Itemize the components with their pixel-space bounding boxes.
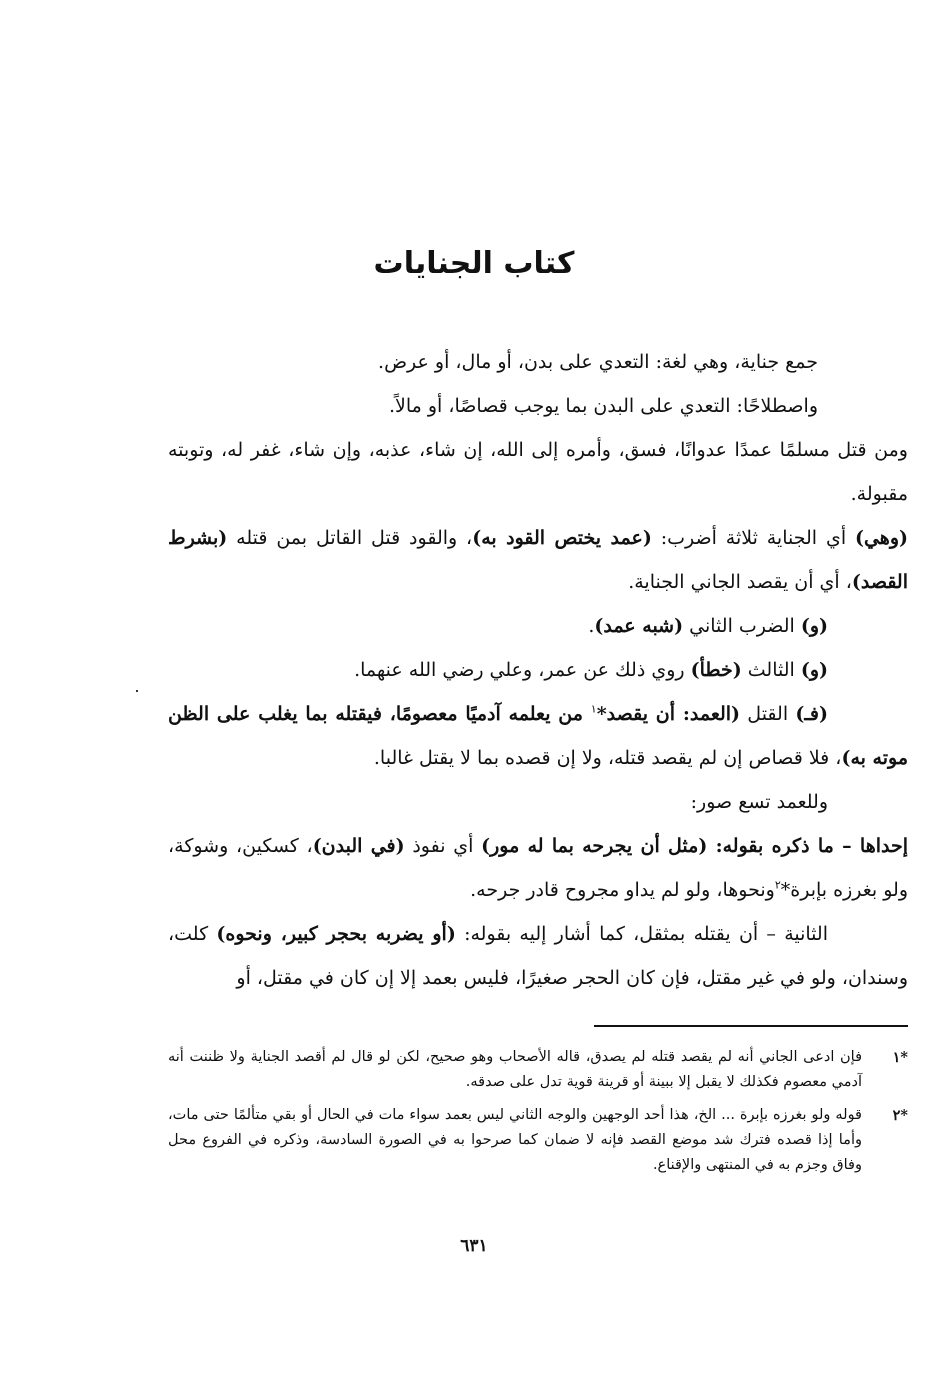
- paragraph-third-type: [168, 648, 908, 692]
- paragraph-types: [168, 516, 908, 604]
- text-run: .: [588, 615, 595, 637]
- main-text: [168, 340, 908, 1000]
- footnote: [168, 1103, 908, 1178]
- bold-term: من يعلمه آدميًا معصومًا، فيقتله بما يغلب على الظن موته به): [168, 703, 908, 769]
- bold-term: (فـ): [795, 703, 828, 725]
- text-run: أي الجناية ثلاثة أضرب:: [651, 527, 855, 549]
- paragraph-second-type: [168, 604, 908, 648]
- bold-term: إحداها – ما ذكره بقوله: (مثل أن يجرحه بما له مور): [481, 835, 909, 857]
- footnotes: [168, 1045, 908, 1186]
- bold-term: (العمد: أن يقصد*: [596, 703, 741, 725]
- footnote-number: *١: [892, 1049, 908, 1066]
- bold-term: (و): [800, 615, 828, 637]
- page-number: ٦٣١: [460, 1236, 488, 1256]
- bold-term: (أو يضربه بحجر كبير، ونحوه): [216, 923, 456, 945]
- footnote: [168, 1045, 908, 1095]
- footnote-ref: ٢: [774, 878, 781, 892]
- footnote-ref: ١: [590, 702, 597, 716]
- paragraph-intentional-definition: [168, 692, 908, 780]
- text-run: أي نفوذ: [404, 835, 482, 857]
- paragraph-nine-forms: وللعمد تسع صور:: [690, 791, 828, 813]
- text-run: ونحوها، ولو لم يداو مجروح قادر جرحه.: [470, 879, 775, 901]
- paragraph-form-one: [168, 824, 908, 912]
- paragraph-definition-technical: واصطلاحًا: التعدي على البدن بما يوجب قصاصًا، أو مالاً.: [388, 395, 818, 417]
- paragraph-form-two: [168, 912, 908, 1000]
- footnote-separator: [594, 1025, 908, 1027]
- bold-term: (وهي): [854, 527, 908, 549]
- text-run: ، أي أن يقصد الجاني الجناية.: [628, 571, 852, 593]
- margin-mark: [136, 690, 138, 692]
- paragraph-definition-linguistic: جمع جناية، وهي لغة: التعدي على بدن، أو مال، أو عرض.: [378, 351, 818, 373]
- text-run: كلت، وسندان، ولو في غير مقتل، فإن كان الحجر صغيرًا، فليس بعمد إلا إن كان في مقتل، أو: [168, 923, 908, 989]
- footnote-text: قوله ولو بغرزه بإبرة ... الخ، هذا أحد الوجهين والوجه الثاني ليس بعمد سواء مات في الحال أو بقي متألمًا حتى مات، وأما إذا قصده فترك شد موضع القصد فإنه لا ضمان كما صرحوا به في الصورة السادسة، وذكره في الفروع محل وفاق وجزم به في المنتهى والإقناع.: [168, 1107, 862, 1173]
- bold-term: (بشرط القصد): [168, 527, 908, 593]
- bold-term: (شبه عمد): [594, 615, 684, 637]
- bold-term: (و): [800, 659, 828, 681]
- chapter-title: كتاب الجنايات: [373, 246, 575, 281]
- bold-term: (في البدن): [312, 835, 405, 857]
- paragraph-ruling: ومن قتل مسلمًا عمدًا عدوانًا، فسق، وأمره إلى الله، إن شاء، عذبه، وإن شاء، غفر له، وتوبته مقبولة.: [168, 439, 908, 505]
- text-run: ، والقود قتل القاتل بمن قتله: [227, 527, 473, 549]
- footnote-text: فإن ادعى الجاني أنه لم يقصد قتله لم يصدق، قاله الأصحاب وهو صحيح، لكن لو قال لم أقصد الجناية ولا ظننت أنه آدمي معصوم فكذلك لا يقبل إلا ببينة أو قرينة قوية تدل على صدقه.: [168, 1049, 862, 1090]
- footnote-number: *٢: [892, 1107, 908, 1124]
- text-run: القتل: [740, 703, 796, 725]
- text-run: الثانية – أن يقتله بمثقل، كما أشار إليه بقوله:: [455, 923, 828, 945]
- text-run: ، كسكين، وشوكة، ولو بغرزه بإبرة*: [168, 835, 908, 901]
- text-run: الثالث: [741, 659, 801, 681]
- text-run: ، فلا قصاص إن لم يقصد قتله، ولا إن قصده بما لا يقتل غالبا.: [373, 747, 842, 769]
- text-run: روي ذلك عن عمر، وعلي رضي الله عنهما.: [354, 659, 691, 681]
- text-run: الضرب الثاني: [683, 615, 801, 637]
- bold-term: (عمد يختص القود به): [472, 527, 652, 549]
- bold-term: (خطأ): [690, 659, 742, 681]
